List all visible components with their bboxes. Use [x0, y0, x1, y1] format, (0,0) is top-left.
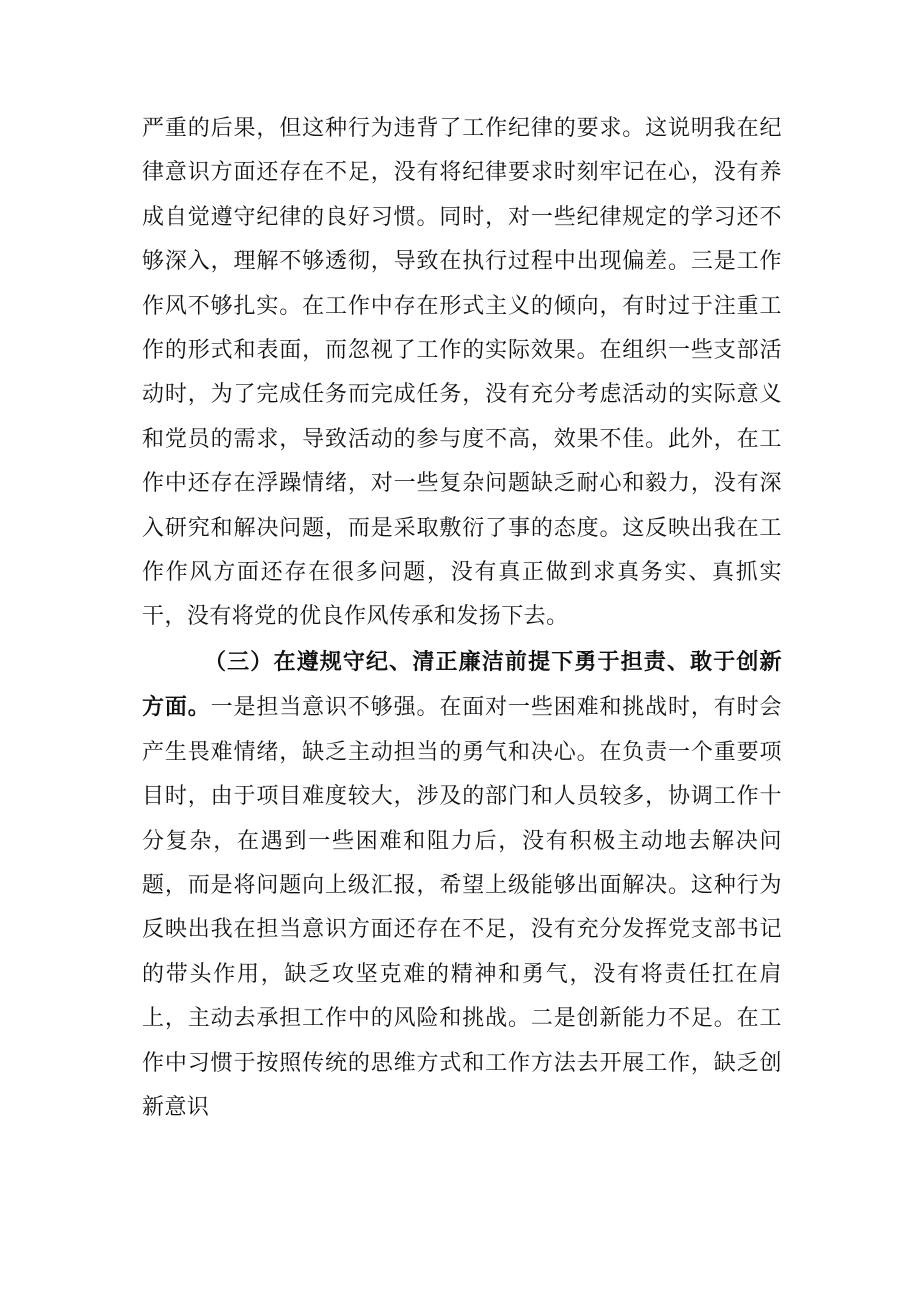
section-heading: （三）在遵规守纪、清正廉洁前提下勇于担责、敢于创新方面。	[142, 648, 782, 721]
document-body	[142, 107, 782, 1130]
paragraph-work-style: 严重的后果，但这种行为违背了工作纪律的要求。这说明我在纪律意识方面还存在不足，没有将纪律要求时刻牢记在心，没有养成自觉遵守纪律的良好习惯。同时，对一些纪律规定的学习还不够深入，理解不够透彻，导致在执行过程中出现偏差。三是工作作风不够扎实。在工作中存在形式主义的倾向，有时过于注重工作的形式和表面，而忽视了工作的实际效果。在组织一些支部活动时，为了完成任务而完成任务，没有充分考虑活动的实际意义和党员的需求，导致活动的参与度不高，效果不佳。此外，在工作中还存在浮躁情绪，对一些复杂问题缺乏耐心和毅力，没有深入研究和解决问题，而是采取敷衍了事的态度。这反映出我在工作作风方面还存在很多问题，没有真正做到求真务实、真抓实干，没有将党的优良作风传承和发扬下去。	[142, 116, 782, 630]
section-body: 一是担当意识不够强。在面对一些困难和挑战时，有时会产生畏难情绪，缺乏主动担当的勇气和决心。在负责一个重要项目时，由于项目难度较大，涉及的部门和人员较多，协调工作十分复杂，在遇到一些困难和阻力后，没有积极主动地去解决问题，而是将问题向上级汇报，希望上级能够出面解决。这种行为反映出我在担当意识方面还存在不足，没有充分发挥党支部书记的带头作用，缺乏攻坚克难的精神和勇气，没有将责任扛在肩上，主动去承担工作中的风险和挑战。二是创新能力不足。在工作中习惯于按照传统的思维方式和工作方法去开展工作，缺乏创新意识	[142, 695, 782, 1120]
paragraph-responsibility-innovation	[142, 640, 782, 1130]
